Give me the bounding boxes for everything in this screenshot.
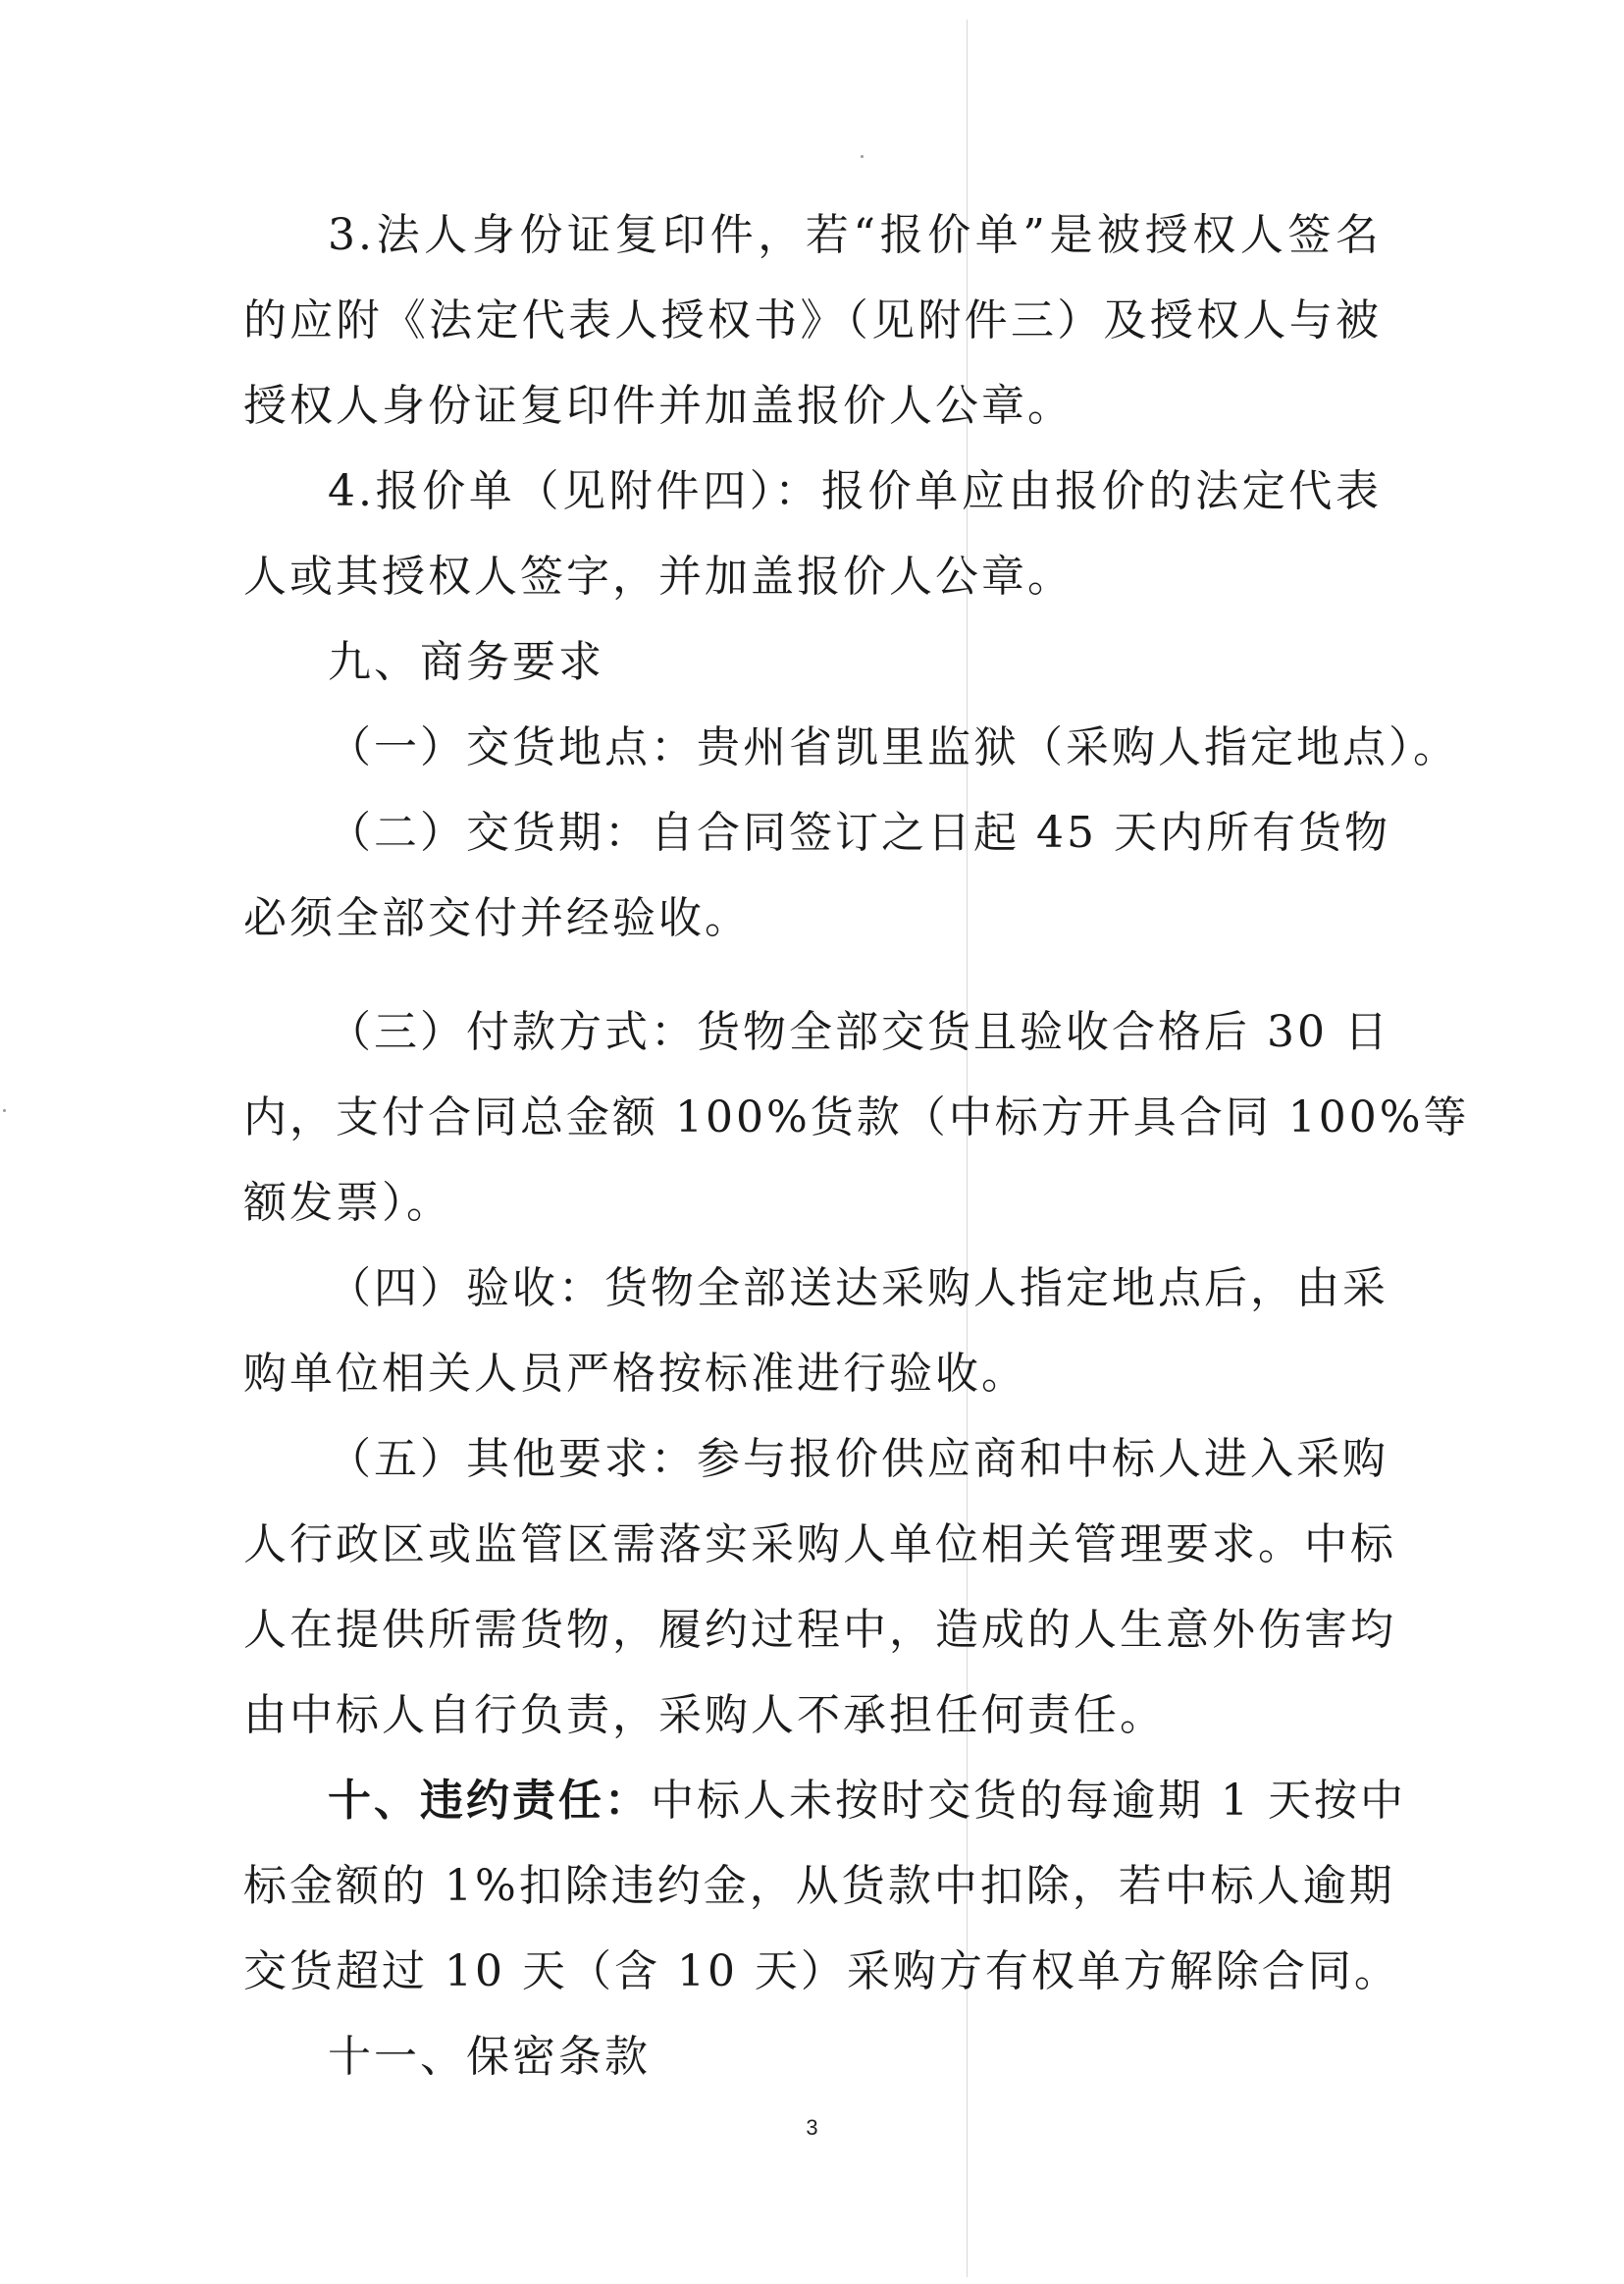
- text-line: 必须全部交付并经验收。: [243, 893, 751, 943]
- text-line: 的应附《法定代表人授权书》（见附件三）及授权人与被: [243, 295, 1382, 345]
- text-line: 人行政区或监管区需落实采购人单位相关管理要求。中标: [243, 1519, 1396, 1569]
- section-heading: 十一、保密条款: [328, 2032, 651, 2082]
- text-line: 人在提供所需货物，履约过程中，造成的人生意外伤害均: [243, 1605, 1396, 1655]
- text-line: 购单位相关人员严格按标准进行验收。: [243, 1349, 1027, 1399]
- scan-speck: [3, 1109, 6, 1112]
- text-line: 授权人身份证复印件并加盖报价人公章。: [243, 381, 1074, 431]
- text-line: （三）付款方式：货物全部交货且验收合格后 30 日: [328, 1007, 1390, 1057]
- text-line: 4.报价单（见附件四）：报价单应由报价的法定代表: [328, 466, 1382, 516]
- section-heading: 九、商务要求: [328, 637, 604, 687]
- text-line: 内，支付合同总金额 100%货款（中标方开具合同 100%等: [243, 1092, 1470, 1142]
- text-line: 由中标人自行负责，采购人不承担任何责任。: [243, 1690, 1166, 1740]
- scan-speck: [861, 155, 864, 158]
- text-line: 3.法人身份证复印件，若“报价单”是被授权人签名: [328, 210, 1382, 260]
- text-line: 人或其授权人签字，并加盖报价人公章。: [243, 552, 1074, 602]
- text-line: （四）验收：货物全部送达采购人指定地点后，由采: [328, 1263, 1388, 1313]
- text-line-breach-liability: [328, 1772, 1406, 1831]
- text-line: （五）其他要求：参与报价供应商和中标人进入采购: [328, 1434, 1388, 1484]
- text-segment: 中标人未按时交货的每逾期 1 天按中: [651, 1776, 1406, 1826]
- text-line: 额发票）。: [243, 1178, 452, 1228]
- section-heading-bold: 十、违约责任：: [328, 1776, 651, 1826]
- text-line: （二）交货期：自合同签订之日起 45 天内所有货物: [328, 808, 1390, 858]
- page-number: 3: [806, 2115, 818, 2140]
- scan-fold-line: [967, 20, 968, 2277]
- text-line: 标金额的 1%扣除违约金，从货款中扣除，若中标人逾期: [243, 1861, 1395, 1911]
- text-line: （一）交货地点：贵州省凯里监狱（采购人指定地点）。: [328, 722, 1459, 772]
- text-line: 交货超过 10 天（含 10 天）采购方有权单方解除合同。: [243, 1946, 1400, 1996]
